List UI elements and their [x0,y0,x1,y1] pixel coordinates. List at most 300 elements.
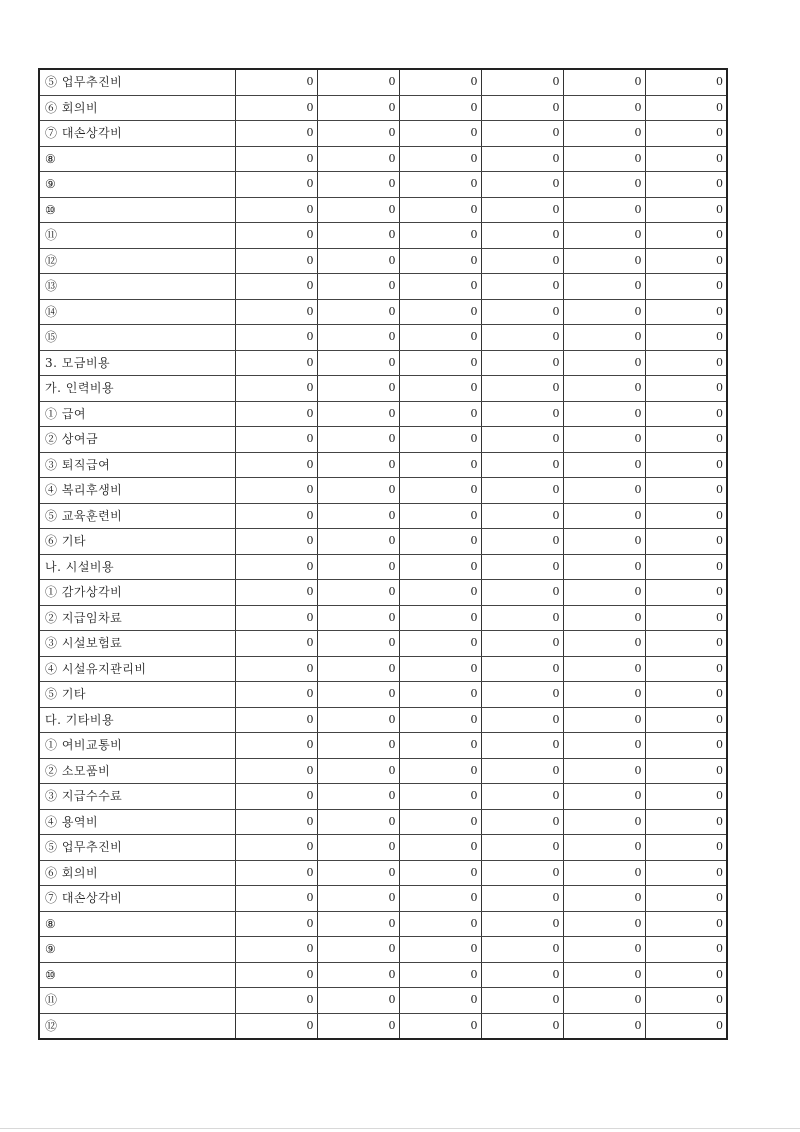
row-label: ⑥ 회의비 [39,860,235,886]
amount-cell: 0 [317,223,399,249]
amount-cell: 0 [399,248,481,274]
amount-cell: 0 [645,452,727,478]
table-row [39,248,727,274]
amount-cell: 0 [481,95,563,121]
amount-cell: 0 [563,707,645,733]
amount-cell: 0 [399,350,481,376]
table-row [39,580,727,606]
amount-cell: 0 [399,146,481,172]
amount-cell: 0 [235,376,317,402]
amount-cell: 0 [317,911,399,937]
amount-cell: 0 [481,682,563,708]
amount-cell: 0 [645,350,727,376]
table-row [39,682,727,708]
row-label: ① 여비교통비 [39,733,235,759]
amount-cell: 0 [645,758,727,784]
amount-cell: 0 [235,350,317,376]
row-label: ⑩ [39,962,235,988]
amount-cell: 0 [563,784,645,810]
row-label: ⑥ 회의비 [39,95,235,121]
amount-cell: 0 [645,299,727,325]
amount-cell: 0 [563,274,645,300]
amount-cell: 0 [235,580,317,606]
amount-cell: 0 [563,911,645,937]
table-row [39,172,727,198]
amount-cell: 0 [399,886,481,912]
row-label: ⑫ [39,248,235,274]
row-label: ⑦ 대손상각비 [39,121,235,147]
amount-cell: 0 [645,325,727,351]
amount-cell: 0 [645,248,727,274]
amount-cell: 0 [235,809,317,835]
amount-cell: 0 [317,809,399,835]
amount-cell: 0 [399,733,481,759]
amount-cell: 0 [563,503,645,529]
amount-cell: 0 [563,554,645,580]
amount-cell: 0 [563,172,645,198]
amount-cell: 0 [399,860,481,886]
amount-cell: 0 [563,69,645,95]
amount-cell: 0 [317,605,399,631]
row-label: ④ 시설유지관리비 [39,656,235,682]
amount-cell: 0 [235,784,317,810]
amount-cell: 0 [317,503,399,529]
amount-cell: 0 [317,784,399,810]
amount-cell: 0 [399,401,481,427]
amount-cell: 0 [645,401,727,427]
amount-cell: 0 [317,274,399,300]
amount-cell: 0 [481,350,563,376]
row-label: ⑦ 대손상각비 [39,886,235,912]
amount-cell: 0 [235,325,317,351]
amount-cell: 0 [317,758,399,784]
amount-cell: 0 [481,937,563,963]
amount-cell: 0 [481,835,563,861]
table-row [39,350,727,376]
table-row [39,223,727,249]
amount-cell: 0 [235,248,317,274]
amount-cell: 0 [317,707,399,733]
amount-cell: 0 [235,1013,317,1039]
row-label: ⑭ [39,299,235,325]
amount-cell: 0 [563,376,645,402]
amount-cell: 0 [399,197,481,223]
table-row [39,835,727,861]
amount-cell: 0 [563,325,645,351]
table-row [39,656,727,682]
amount-cell: 0 [481,784,563,810]
amount-cell: 0 [563,656,645,682]
amount-cell: 0 [399,223,481,249]
amount-cell: 0 [399,631,481,657]
table-row [39,69,727,95]
amount-cell: 0 [399,809,481,835]
row-label: ⑥ 기타 [39,529,235,555]
amount-cell: 0 [235,860,317,886]
amount-cell: 0 [399,707,481,733]
table-row [39,631,727,657]
amount-cell: 0 [317,248,399,274]
table-row [39,452,727,478]
amount-cell: 0 [399,299,481,325]
amount-cell: 0 [481,452,563,478]
amount-cell: 0 [317,95,399,121]
amount-cell: 0 [235,937,317,963]
amount-cell: 0 [399,1013,481,1039]
amount-cell: 0 [317,835,399,861]
amount-cell: 0 [235,503,317,529]
amount-cell: 0 [399,274,481,300]
amount-cell: 0 [563,529,645,555]
amount-cell: 0 [399,911,481,937]
amount-cell: 0 [563,835,645,861]
amount-cell: 0 [645,1013,727,1039]
amount-cell: 0 [563,886,645,912]
page-edge [0,1128,800,1129]
amount-cell: 0 [481,988,563,1014]
table-row [39,911,727,937]
amount-cell: 0 [645,605,727,631]
row-label: ⑧ [39,911,235,937]
amount-cell: 0 [317,1013,399,1039]
amount-cell: 0 [481,554,563,580]
amount-cell: 0 [399,452,481,478]
table-row [39,1013,727,1039]
amount-cell: 0 [563,733,645,759]
row-label: ② 지급임차료 [39,605,235,631]
amount-cell: 0 [399,605,481,631]
amount-cell: 0 [235,682,317,708]
amount-cell: 0 [645,835,727,861]
amount-cell: 0 [645,580,727,606]
table-row [39,95,727,121]
amount-cell: 0 [481,911,563,937]
amount-cell: 0 [317,197,399,223]
amount-cell: 0 [645,886,727,912]
amount-cell: 0 [317,886,399,912]
row-label: 3. 모금비용 [39,350,235,376]
row-label: 가. 인력비용 [39,376,235,402]
amount-cell: 0 [481,172,563,198]
amount-cell: 0 [317,554,399,580]
amount-cell: 0 [481,274,563,300]
amount-cell: 0 [235,758,317,784]
amount-cell: 0 [481,401,563,427]
amount-cell: 0 [399,376,481,402]
table-row [39,121,727,147]
amount-cell: 0 [317,427,399,453]
amount-cell: 0 [235,529,317,555]
amount-cell: 0 [645,478,727,504]
amount-cell: 0 [399,962,481,988]
amount-cell: 0 [645,784,727,810]
row-label: 다. 기타비용 [39,707,235,733]
amount-cell: 0 [481,707,563,733]
amount-cell: 0 [235,554,317,580]
amount-cell: 0 [399,478,481,504]
amount-cell: 0 [399,784,481,810]
amount-cell: 0 [317,350,399,376]
amount-cell: 0 [235,401,317,427]
amount-cell: 0 [563,197,645,223]
amount-cell: 0 [645,503,727,529]
table-row [39,554,727,580]
table-row [39,325,727,351]
amount-cell: 0 [481,962,563,988]
amount-cell: 0 [645,809,727,835]
amount-cell: 0 [563,401,645,427]
row-label: ② 상여금 [39,427,235,453]
amount-cell: 0 [563,121,645,147]
amount-cell: 0 [235,299,317,325]
amount-cell: 0 [563,580,645,606]
amount-cell: 0 [235,69,317,95]
amount-cell: 0 [563,962,645,988]
amount-cell: 0 [235,707,317,733]
table-row [39,733,727,759]
table-row [39,427,727,453]
amount-cell: 0 [235,452,317,478]
amount-cell: 0 [645,121,727,147]
amount-cell: 0 [399,937,481,963]
amount-cell: 0 [481,146,563,172]
row-label: ⑮ [39,325,235,351]
amount-cell: 0 [563,809,645,835]
amount-cell: 0 [645,707,727,733]
amount-cell: 0 [399,427,481,453]
amount-cell: 0 [563,860,645,886]
amount-cell: 0 [317,529,399,555]
amount-cell: 0 [645,529,727,555]
amount-cell: 0 [481,580,563,606]
amount-cell: 0 [481,809,563,835]
table-row [39,146,727,172]
amount-cell: 0 [399,656,481,682]
amount-cell: 0 [317,988,399,1014]
amount-cell: 0 [645,937,727,963]
amount-cell: 0 [235,911,317,937]
amount-cell: 0 [563,937,645,963]
table-row [39,988,727,1014]
amount-cell: 0 [399,758,481,784]
amount-cell: 0 [645,427,727,453]
amount-cell: 0 [645,376,727,402]
table-row [39,937,727,963]
amount-cell: 0 [399,172,481,198]
amount-cell: 0 [235,656,317,682]
table-row [39,758,727,784]
amount-cell: 0 [563,478,645,504]
amount-cell: 0 [645,95,727,121]
amount-cell: 0 [481,758,563,784]
amount-cell: 0 [645,631,727,657]
amount-cell: 0 [317,376,399,402]
amount-cell: 0 [399,69,481,95]
row-label: ⑬ [39,274,235,300]
amount-cell: 0 [317,733,399,759]
row-label: ⑫ [39,1013,235,1039]
amount-cell: 0 [481,860,563,886]
row-label: 나. 시설비용 [39,554,235,580]
amount-cell: 0 [235,478,317,504]
amount-cell: 0 [563,95,645,121]
amount-cell: 0 [563,452,645,478]
amount-cell: 0 [645,274,727,300]
amount-cell: 0 [399,503,481,529]
table-row [39,401,727,427]
row-label: ⑨ [39,937,235,963]
row-label: ⑩ [39,197,235,223]
table-row [39,605,727,631]
row-label: ① 급여 [39,401,235,427]
amount-cell: 0 [235,988,317,1014]
amount-cell: 0 [235,223,317,249]
amount-cell: 0 [563,988,645,1014]
row-label: ⑪ [39,223,235,249]
amount-cell: 0 [317,325,399,351]
amount-cell: 0 [481,325,563,351]
amount-cell: 0 [481,1013,563,1039]
row-label: ⑤ 업무추진비 [39,835,235,861]
amount-cell: 0 [235,835,317,861]
row-label: ⑨ [39,172,235,198]
row-label: ⑤ 기타 [39,682,235,708]
row-label: ④ 용역비 [39,809,235,835]
amount-cell: 0 [563,605,645,631]
amount-cell: 0 [563,682,645,708]
amount-cell: 0 [481,503,563,529]
amount-cell: 0 [235,146,317,172]
amount-cell: 0 [481,376,563,402]
row-label: ⑤ 교육훈련비 [39,503,235,529]
amount-cell: 0 [481,299,563,325]
amount-cell: 0 [645,172,727,198]
table-row [39,962,727,988]
amount-cell: 0 [481,248,563,274]
table-row [39,503,727,529]
amount-cell: 0 [645,69,727,95]
amount-cell: 0 [481,656,563,682]
amount-cell: 0 [563,350,645,376]
table-row [39,886,727,912]
amount-cell: 0 [317,580,399,606]
row-label: ③ 퇴직급여 [39,452,235,478]
amount-cell: 0 [235,886,317,912]
amount-cell: 0 [645,988,727,1014]
amount-cell: 0 [317,631,399,657]
amount-cell: 0 [235,95,317,121]
amount-cell: 0 [235,733,317,759]
amount-cell: 0 [645,554,727,580]
row-label: ⑧ [39,146,235,172]
table-row [39,299,727,325]
amount-cell: 0 [399,95,481,121]
amount-cell: 0 [399,835,481,861]
amount-cell: 0 [563,146,645,172]
expense-table-body [39,69,727,1039]
amount-cell: 0 [235,631,317,657]
amount-cell: 0 [317,937,399,963]
amount-cell: 0 [563,248,645,274]
amount-cell: 0 [317,656,399,682]
amount-cell: 0 [317,172,399,198]
amount-cell: 0 [645,860,727,886]
amount-cell: 0 [563,223,645,249]
table-row [39,860,727,886]
amount-cell: 0 [399,682,481,708]
amount-cell: 0 [563,427,645,453]
row-label: ④ 복리후생비 [39,478,235,504]
amount-cell: 0 [645,656,727,682]
expense-table [38,68,728,1040]
amount-cell: 0 [399,988,481,1014]
table-row [39,784,727,810]
amount-cell: 0 [645,733,727,759]
amount-cell: 0 [317,478,399,504]
row-label: ⑪ [39,988,235,1014]
amount-cell: 0 [399,580,481,606]
amount-cell: 0 [235,172,317,198]
amount-cell: 0 [317,452,399,478]
amount-cell: 0 [563,1013,645,1039]
amount-cell: 0 [317,299,399,325]
amount-cell: 0 [235,427,317,453]
amount-cell: 0 [481,631,563,657]
amount-cell: 0 [563,631,645,657]
amount-cell: 0 [645,911,727,937]
table-row [39,707,727,733]
row-label: ② 소모품비 [39,758,235,784]
amount-cell: 0 [317,962,399,988]
amount-cell: 0 [481,223,563,249]
amount-cell: 0 [645,197,727,223]
amount-cell: 0 [317,121,399,147]
amount-cell: 0 [645,682,727,708]
amount-cell: 0 [317,69,399,95]
row-label: ⑤ 업무추진비 [39,69,235,95]
table-row [39,274,727,300]
amount-cell: 0 [399,121,481,147]
amount-cell: 0 [481,197,563,223]
amount-cell: 0 [317,682,399,708]
amount-cell: 0 [235,197,317,223]
amount-cell: 0 [481,886,563,912]
amount-cell: 0 [645,146,727,172]
amount-cell: 0 [481,733,563,759]
amount-cell: 0 [481,121,563,147]
amount-cell: 0 [317,860,399,886]
amount-cell: 0 [563,758,645,784]
table-row [39,529,727,555]
amount-cell: 0 [235,605,317,631]
table-row [39,376,727,402]
amount-cell: 0 [481,605,563,631]
amount-cell: 0 [481,69,563,95]
amount-cell: 0 [481,529,563,555]
amount-cell: 0 [235,121,317,147]
amount-cell: 0 [235,274,317,300]
amount-cell: 0 [645,962,727,988]
amount-cell: 0 [563,299,645,325]
table-row [39,809,727,835]
amount-cell: 0 [481,478,563,504]
amount-cell: 0 [645,223,727,249]
amount-cell: 0 [399,325,481,351]
amount-cell: 0 [317,401,399,427]
amount-cell: 0 [317,146,399,172]
row-label: ① 감가상각비 [39,580,235,606]
row-label: ③ 시설보험료 [39,631,235,657]
